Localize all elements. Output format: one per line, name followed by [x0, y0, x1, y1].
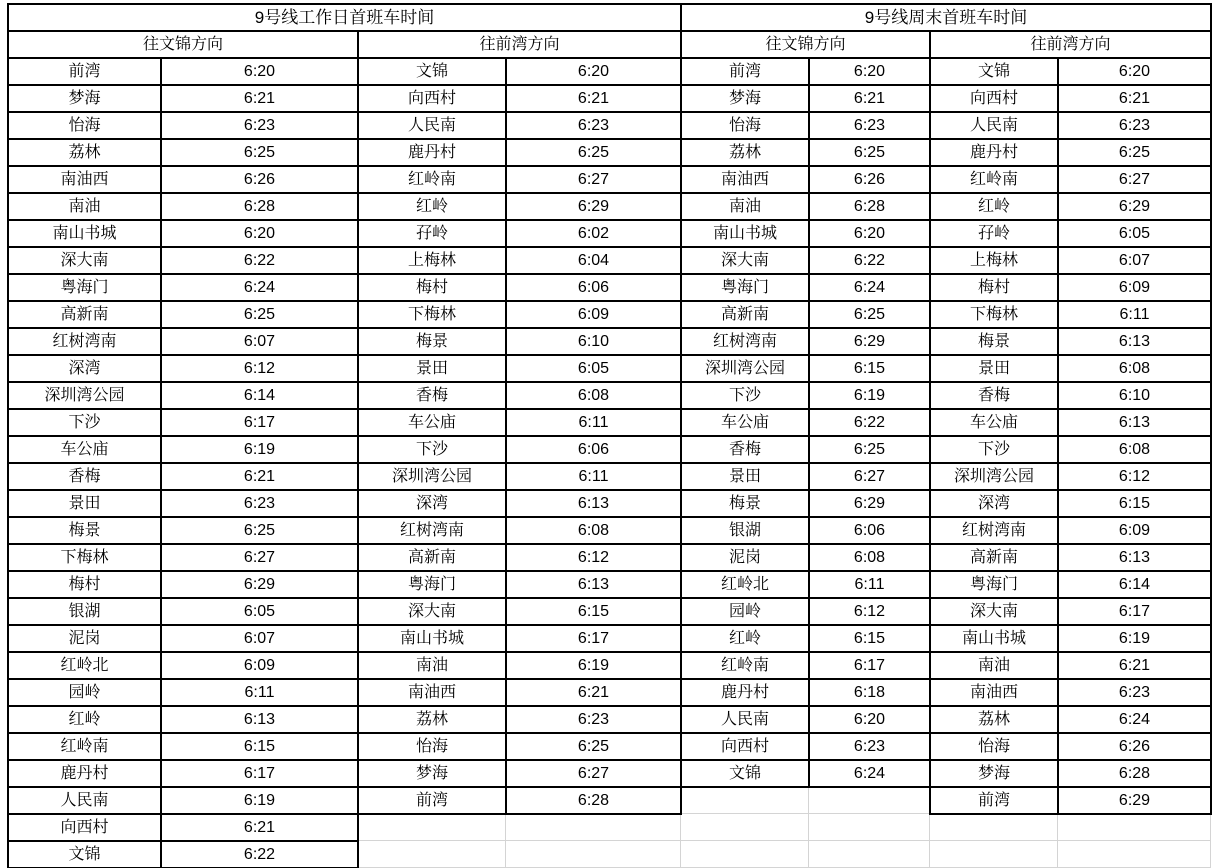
time-cell: 6:20: [808, 705, 931, 734]
time-cell: 6:06: [505, 273, 682, 302]
time-cell: 6:25: [808, 138, 931, 167]
station-cell: 下梅林: [357, 300, 507, 329]
time-cell: 6:21: [160, 84, 359, 113]
time-cell: 6:21: [1057, 84, 1212, 113]
station-cell: 上梅林: [357, 246, 507, 275]
station-cell: 南山书城: [680, 219, 810, 248]
station-cell: 文锦: [357, 57, 507, 86]
time-cell: 6:19: [160, 786, 359, 815]
station-cell: 孖岭: [357, 219, 507, 248]
time-cell: 6:19: [1057, 624, 1212, 653]
time-cell: 6:11: [505, 462, 682, 491]
time-cell: 6:29: [808, 327, 931, 356]
station-cell: 前湾: [7, 57, 162, 86]
time-cell: 6:06: [505, 435, 682, 464]
time-cell: 6:11: [1057, 300, 1212, 329]
time-cell: 6:25: [1057, 138, 1212, 167]
direction-header: 往文锦方向: [680, 30, 931, 59]
station-cell: 梅村: [7, 570, 162, 599]
station-cell: 红岭: [680, 624, 810, 653]
station-cell: 深湾: [357, 489, 507, 518]
time-cell: 6:23: [808, 732, 931, 761]
station-cell: 梅景: [680, 489, 810, 518]
time-cell: 6:20: [160, 219, 359, 248]
station-cell: 梅景: [357, 327, 507, 356]
station-cell: 高新南: [7, 300, 162, 329]
time-cell: 6:26: [1057, 732, 1212, 761]
direction-header: 往文锦方向: [7, 30, 359, 59]
time-cell: 6:09: [505, 300, 682, 329]
time-cell: 6:25: [160, 300, 359, 329]
station-cell: 怡海: [7, 111, 162, 140]
time-cell: 6:02: [505, 219, 682, 248]
station-cell: 车公庙: [680, 408, 810, 437]
empty-cell: [929, 813, 1058, 841]
time-cell: 6:08: [1057, 435, 1212, 464]
station-cell: 深大南: [357, 597, 507, 626]
station-cell: 泥岗: [680, 543, 810, 572]
empty-cell: [808, 786, 930, 814]
time-cell: 6:11: [505, 408, 682, 437]
time-cell: 6:27: [505, 165, 682, 194]
station-cell: 红树湾南: [7, 327, 162, 356]
station-cell: 园岭: [7, 678, 162, 707]
time-cell: 6:08: [505, 381, 682, 410]
station-cell: 梦海: [357, 759, 507, 788]
station-cell: 南油: [680, 192, 810, 221]
station-cell: 梅景: [929, 327, 1059, 356]
empty-cell: [1057, 813, 1211, 841]
station-cell: 南油西: [680, 165, 810, 194]
station-cell: 红岭南: [929, 165, 1059, 194]
time-cell: 6:13: [505, 570, 682, 599]
station-cell: 鹿丹村: [929, 138, 1059, 167]
station-cell: 向西村: [680, 732, 810, 761]
station-cell: 红岭南: [357, 165, 507, 194]
empty-cell: [1057, 840, 1211, 868]
table-title: 9号线工作日首班车时间: [7, 3, 682, 32]
station-cell: 梦海: [7, 84, 162, 113]
station-cell: 南山书城: [357, 624, 507, 653]
time-cell: 6:21: [160, 813, 359, 842]
station-cell: 下沙: [357, 435, 507, 464]
station-cell: 梅村: [357, 273, 507, 302]
station-cell: 荔林: [7, 138, 162, 167]
time-cell: 6:27: [1057, 165, 1212, 194]
station-cell: 粤海门: [680, 273, 810, 302]
empty-cell: [680, 840, 809, 868]
time-cell: 6:23: [160, 111, 359, 140]
station-cell: 红岭北: [680, 570, 810, 599]
station-cell: 怡海: [680, 111, 810, 140]
station-cell: 梅景: [7, 516, 162, 545]
station-cell: 孖岭: [929, 219, 1059, 248]
station-cell: 深大南: [7, 246, 162, 275]
station-cell: 荔林: [929, 705, 1059, 734]
station-cell: 人民南: [7, 786, 162, 815]
station-cell: 粤海门: [7, 273, 162, 302]
station-cell: 车公庙: [929, 408, 1059, 437]
station-cell: 银湖: [680, 516, 810, 545]
station-cell: 深湾: [7, 354, 162, 383]
time-cell: 6:19: [808, 381, 931, 410]
station-cell: 梦海: [680, 84, 810, 113]
time-cell: 6:26: [808, 165, 931, 194]
station-cell: 鹿丹村: [357, 138, 507, 167]
time-cell: 6:29: [505, 192, 682, 221]
station-cell: 深大南: [929, 597, 1059, 626]
time-cell: 6:28: [808, 192, 931, 221]
station-cell: 鹿丹村: [7, 759, 162, 788]
time-cell: 6:13: [1057, 327, 1212, 356]
station-cell: 香梅: [680, 435, 810, 464]
time-cell: 6:12: [505, 543, 682, 572]
station-cell: 泥岗: [7, 624, 162, 653]
time-cell: 6:20: [160, 57, 359, 86]
station-cell: 鹿丹村: [680, 678, 810, 707]
station-cell: 银湖: [7, 597, 162, 626]
time-cell: 6:23: [160, 489, 359, 518]
station-cell: 文锦: [7, 840, 162, 868]
empty-cell: [808, 840, 930, 868]
time-cell: 6:17: [160, 408, 359, 437]
direction-header: 往前湾方向: [929, 30, 1212, 59]
station-cell: 文锦: [929, 57, 1059, 86]
time-cell: 6:13: [160, 705, 359, 734]
station-cell: 车公庙: [357, 408, 507, 437]
time-cell: 6:18: [808, 678, 931, 707]
time-cell: 6:12: [160, 354, 359, 383]
time-cell: 6:24: [808, 759, 931, 788]
time-cell: 6:25: [808, 435, 931, 464]
time-cell: 6:15: [505, 597, 682, 626]
time-cell: 6:05: [160, 597, 359, 626]
station-cell: 人民南: [680, 705, 810, 734]
time-cell: 6:29: [160, 570, 359, 599]
empty-cell: [680, 813, 809, 841]
station-cell: 深圳湾公园: [929, 462, 1059, 491]
time-cell: 6:14: [1057, 570, 1212, 599]
time-cell: 6:14: [160, 381, 359, 410]
time-cell: 6:25: [505, 138, 682, 167]
time-cell: 6:24: [808, 273, 931, 302]
time-cell: 6:17: [505, 624, 682, 653]
station-cell: 香梅: [929, 381, 1059, 410]
station-cell: 怡海: [929, 732, 1059, 761]
time-cell: 6:29: [1057, 786, 1212, 815]
station-cell: 下沙: [680, 381, 810, 410]
time-cell: 6:17: [160, 759, 359, 788]
time-cell: 6:10: [505, 327, 682, 356]
time-cell: 6:27: [505, 759, 682, 788]
station-cell: 红岭: [7, 705, 162, 734]
station-cell: 景田: [680, 462, 810, 491]
time-cell: 6:09: [160, 651, 359, 680]
station-cell: 下梅林: [7, 543, 162, 572]
station-cell: 深湾: [929, 489, 1059, 518]
station-cell: 景田: [357, 354, 507, 383]
time-cell: 6:22: [808, 246, 931, 275]
station-cell: 香梅: [357, 381, 507, 410]
station-cell: 前湾: [680, 57, 810, 86]
time-cell: 6:24: [160, 273, 359, 302]
time-cell: 6:28: [160, 192, 359, 221]
station-cell: 红岭: [929, 192, 1059, 221]
time-cell: 6:10: [1057, 381, 1212, 410]
station-cell: 高新南: [680, 300, 810, 329]
station-cell: 上梅林: [929, 246, 1059, 275]
time-cell: 6:07: [160, 624, 359, 653]
time-cell: 6:21: [505, 678, 682, 707]
time-cell: 6:22: [160, 840, 359, 868]
station-cell: 红岭南: [7, 732, 162, 761]
time-cell: 6:06: [808, 516, 931, 545]
time-cell: 6:20: [808, 57, 931, 86]
station-cell: 怡海: [357, 732, 507, 761]
station-cell: 南油西: [7, 165, 162, 194]
empty-cell: [357, 813, 506, 841]
time-cell: 6:23: [505, 111, 682, 140]
empty-cell: [357, 840, 506, 868]
time-cell: 6:23: [505, 705, 682, 734]
empty-cell: [808, 813, 930, 841]
station-cell: 南山书城: [929, 624, 1059, 653]
station-cell: 梦海: [929, 759, 1059, 788]
empty-cell: [505, 840, 681, 868]
station-cell: 南油: [7, 192, 162, 221]
time-cell: 6:12: [1057, 462, 1212, 491]
time-cell: 6:09: [1057, 516, 1212, 545]
station-cell: 景田: [929, 354, 1059, 383]
time-cell: 6:25: [160, 516, 359, 545]
time-cell: 6:25: [505, 732, 682, 761]
time-cell: 6:27: [808, 462, 931, 491]
time-cell: 6:19: [160, 435, 359, 464]
station-cell: 下梅林: [929, 300, 1059, 329]
time-cell: 6:17: [808, 651, 931, 680]
time-cell: 6:05: [505, 354, 682, 383]
station-cell: 南油西: [357, 678, 507, 707]
time-cell: 6:21: [808, 84, 931, 113]
empty-cell: [680, 786, 809, 814]
station-cell: 红树湾南: [357, 516, 507, 545]
time-cell: 6:23: [1057, 111, 1212, 140]
station-cell: 红树湾南: [680, 327, 810, 356]
time-cell: 6:11: [160, 678, 359, 707]
time-cell: 6:17: [1057, 597, 1212, 626]
station-cell: 向西村: [357, 84, 507, 113]
time-cell: 6:20: [808, 219, 931, 248]
time-cell: 6:21: [505, 84, 682, 113]
station-cell: 下沙: [929, 435, 1059, 464]
time-cell: 6:11: [808, 570, 931, 599]
station-cell: 南油西: [929, 678, 1059, 707]
station-cell: 红岭北: [7, 651, 162, 680]
station-cell: 南油: [929, 651, 1059, 680]
time-cell: 6:15: [808, 624, 931, 653]
time-cell: 6:20: [505, 57, 682, 86]
station-cell: 梅村: [929, 273, 1059, 302]
time-cell: 6:29: [808, 489, 931, 518]
time-cell: 6:08: [808, 543, 931, 572]
station-cell: 红岭: [357, 192, 507, 221]
station-cell: 深圳湾公园: [7, 381, 162, 410]
time-cell: 6:07: [160, 327, 359, 356]
station-cell: 荔林: [357, 705, 507, 734]
station-cell: 文锦: [680, 759, 810, 788]
time-cell: 6:27: [160, 543, 359, 572]
station-cell: 粤海门: [929, 570, 1059, 599]
station-cell: 人民南: [357, 111, 507, 140]
time-cell: 6:29: [1057, 192, 1212, 221]
station-cell: 深大南: [680, 246, 810, 275]
time-cell: 6:23: [808, 111, 931, 140]
empty-cell: [929, 840, 1058, 868]
time-cell: 6:28: [505, 786, 682, 815]
station-cell: 下沙: [7, 408, 162, 437]
time-cell: 6:09: [1057, 273, 1212, 302]
time-cell: 6:21: [160, 462, 359, 491]
time-cell: 6:20: [1057, 57, 1212, 86]
time-cell: 6:15: [160, 732, 359, 761]
station-cell: 前湾: [357, 786, 507, 815]
station-cell: 向西村: [929, 84, 1059, 113]
station-cell: 南山书城: [7, 219, 162, 248]
direction-header: 往前湾方向: [357, 30, 682, 59]
empty-cell: [505, 813, 681, 841]
station-cell: 红树湾南: [929, 516, 1059, 545]
time-cell: 6:21: [1057, 651, 1212, 680]
station-cell: 景田: [7, 489, 162, 518]
time-cell: 6:15: [808, 354, 931, 383]
time-cell: 6:19: [505, 651, 682, 680]
time-cell: 6:28: [1057, 759, 1212, 788]
station-cell: 深圳湾公园: [680, 354, 810, 383]
station-cell: 高新南: [357, 543, 507, 572]
time-cell: 6:08: [505, 516, 682, 545]
time-cell: 6:05: [1057, 219, 1212, 248]
station-cell: 人民南: [929, 111, 1059, 140]
station-cell: 南油: [357, 651, 507, 680]
station-cell: 向西村: [7, 813, 162, 842]
station-cell: 车公庙: [7, 435, 162, 464]
time-cell: 6:23: [1057, 678, 1212, 707]
station-cell: 前湾: [929, 786, 1059, 815]
time-cell: 6:13: [505, 489, 682, 518]
time-cell: 6:25: [160, 138, 359, 167]
time-cell: 6:12: [808, 597, 931, 626]
time-cell: 6:22: [808, 408, 931, 437]
table-title: 9号线周末首班车时间: [680, 3, 1212, 32]
station-cell: 深圳湾公园: [357, 462, 507, 491]
time-cell: 6:13: [1057, 408, 1212, 437]
station-cell: 高新南: [929, 543, 1059, 572]
time-cell: 6:22: [160, 246, 359, 275]
station-cell: 荔林: [680, 138, 810, 167]
time-cell: 6:24: [1057, 705, 1212, 734]
time-cell: 6:08: [1057, 354, 1212, 383]
time-cell: 6:26: [160, 165, 359, 194]
station-cell: 香梅: [7, 462, 162, 491]
time-cell: 6:04: [505, 246, 682, 275]
time-cell: 6:13: [1057, 543, 1212, 572]
station-cell: 园岭: [680, 597, 810, 626]
time-cell: 6:15: [1057, 489, 1212, 518]
time-cell: 6:07: [1057, 246, 1212, 275]
time-cell: 6:25: [808, 300, 931, 329]
station-cell: 粤海门: [357, 570, 507, 599]
station-cell: 红岭南: [680, 651, 810, 680]
